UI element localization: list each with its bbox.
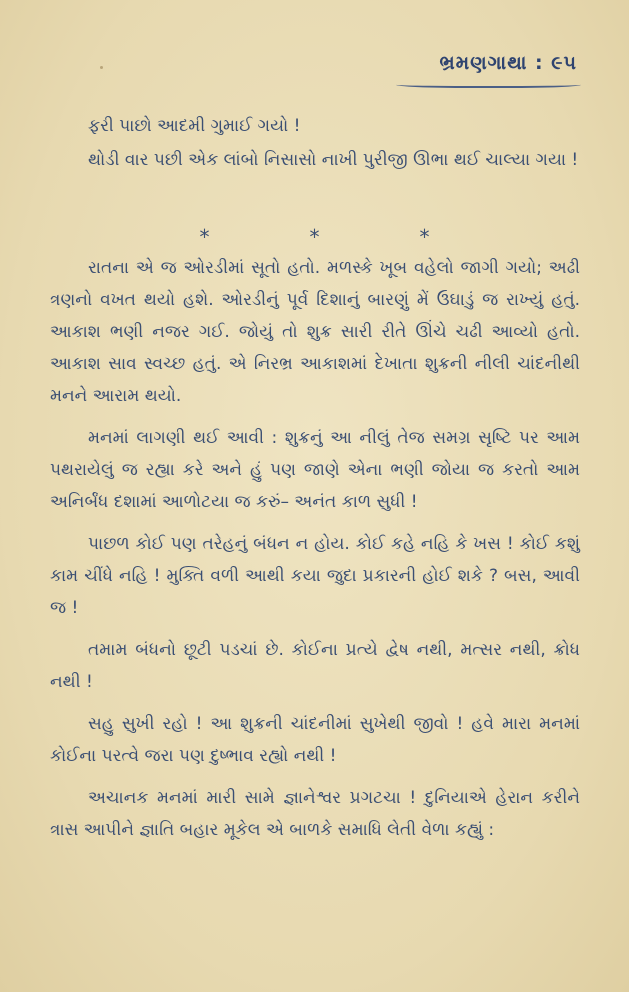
paragraph: ફરી પાછો આદમી ગુમાઈ ગયો ! xyxy=(88,116,301,136)
paragraph: અચાનક મનમાં મારી સામે જ્ઞાનેશ્વર પ્રગટચા ! દુનિયાએ હેરાન કરીને ત્રાસ આપીને જ્ઞાતિ બહાર મૂકેલ એ બાળકે સમાધિ લેતી વેળા કહ્યું : xyxy=(50,788,580,840)
section-separator xyxy=(0,225,629,249)
separator-star: * xyxy=(199,225,210,249)
separator-star: * xyxy=(419,225,430,249)
paragraph: પાછળ કોઈ પણ તરેહનું બંધન ન હોય. કોઈ કહે નહિ કે ખસ ! કોઈ કશું કામ ચીંધે નહિ ! મુક્તિ વળી આથી કયા જુદા પ્રકારની હોઈ શકે ? બસ, આવી જ ! xyxy=(50,534,580,618)
paper-speck xyxy=(100,66,103,69)
paragraph: રાતના એ જ ઓરડીમાં સૂતો હતો. મળસ્કે ખૂબ વહેલો જાગી ગયો; અઢી ત્રણનો વખત થયો હશે. ઓરડીનું પૂર્વ દિશાનું બારણું મેં ઉઘાડું જ રાખ્યું હતું. આકાશ ભણી નજર ગઈ. જોયું તો શુક્ર સારી રીતે ઊંચે ચઢી આવ્યો હતો. આકાશ સાવ સ્વચ્છ હતું. એ નિરભ્ર આકાશમાં દેખાતા શુક્રની નીલી ચાંદનીથી મનને આરામ થયો. xyxy=(50,258,580,406)
header-underline xyxy=(396,80,581,88)
paragraph: મનમાં લાગણી થઈ આવી : શુક્રનું આ નીલું તેજ સમગ્ર સૃષ્ટિ પર આમ પથરાયેલું જ રહ્યા કરે અને હું પણ જાણે એના ભણી જોયા જ કરતો આમ અનિર્બંધ દશામાં આળોટયા જ કરું– અનંત કાળ સુધી ! xyxy=(50,428,580,512)
paragraph: તમામ બંધનો છૂટી પડચાં છે. કોઈના પ્રત્યે દ્વેષ નથી, મત્સર નથી, ક્રોધ નથી ! xyxy=(50,640,580,692)
section-2 xyxy=(50,252,580,856)
running-header: ભ્રમણગાથા : ૯૫ xyxy=(439,52,577,74)
paragraph: થોડી વાર પછી એક લાંબો નિસાસો નાખી પુરીજી ઊભા થઈ ચાલ્યા ગયા ! xyxy=(88,150,579,170)
separator-star: * xyxy=(309,225,320,249)
paragraph: સહુ સુખી રહો ! આ શુક્રની ચાંદનીમાં સુખેથી જીવો ! હવે મારા મનમાં કોઈના પરત્વે જરા પણ દુષ્ભાવ રહ્યો નથી ! xyxy=(50,714,580,766)
section-1 xyxy=(50,110,580,186)
